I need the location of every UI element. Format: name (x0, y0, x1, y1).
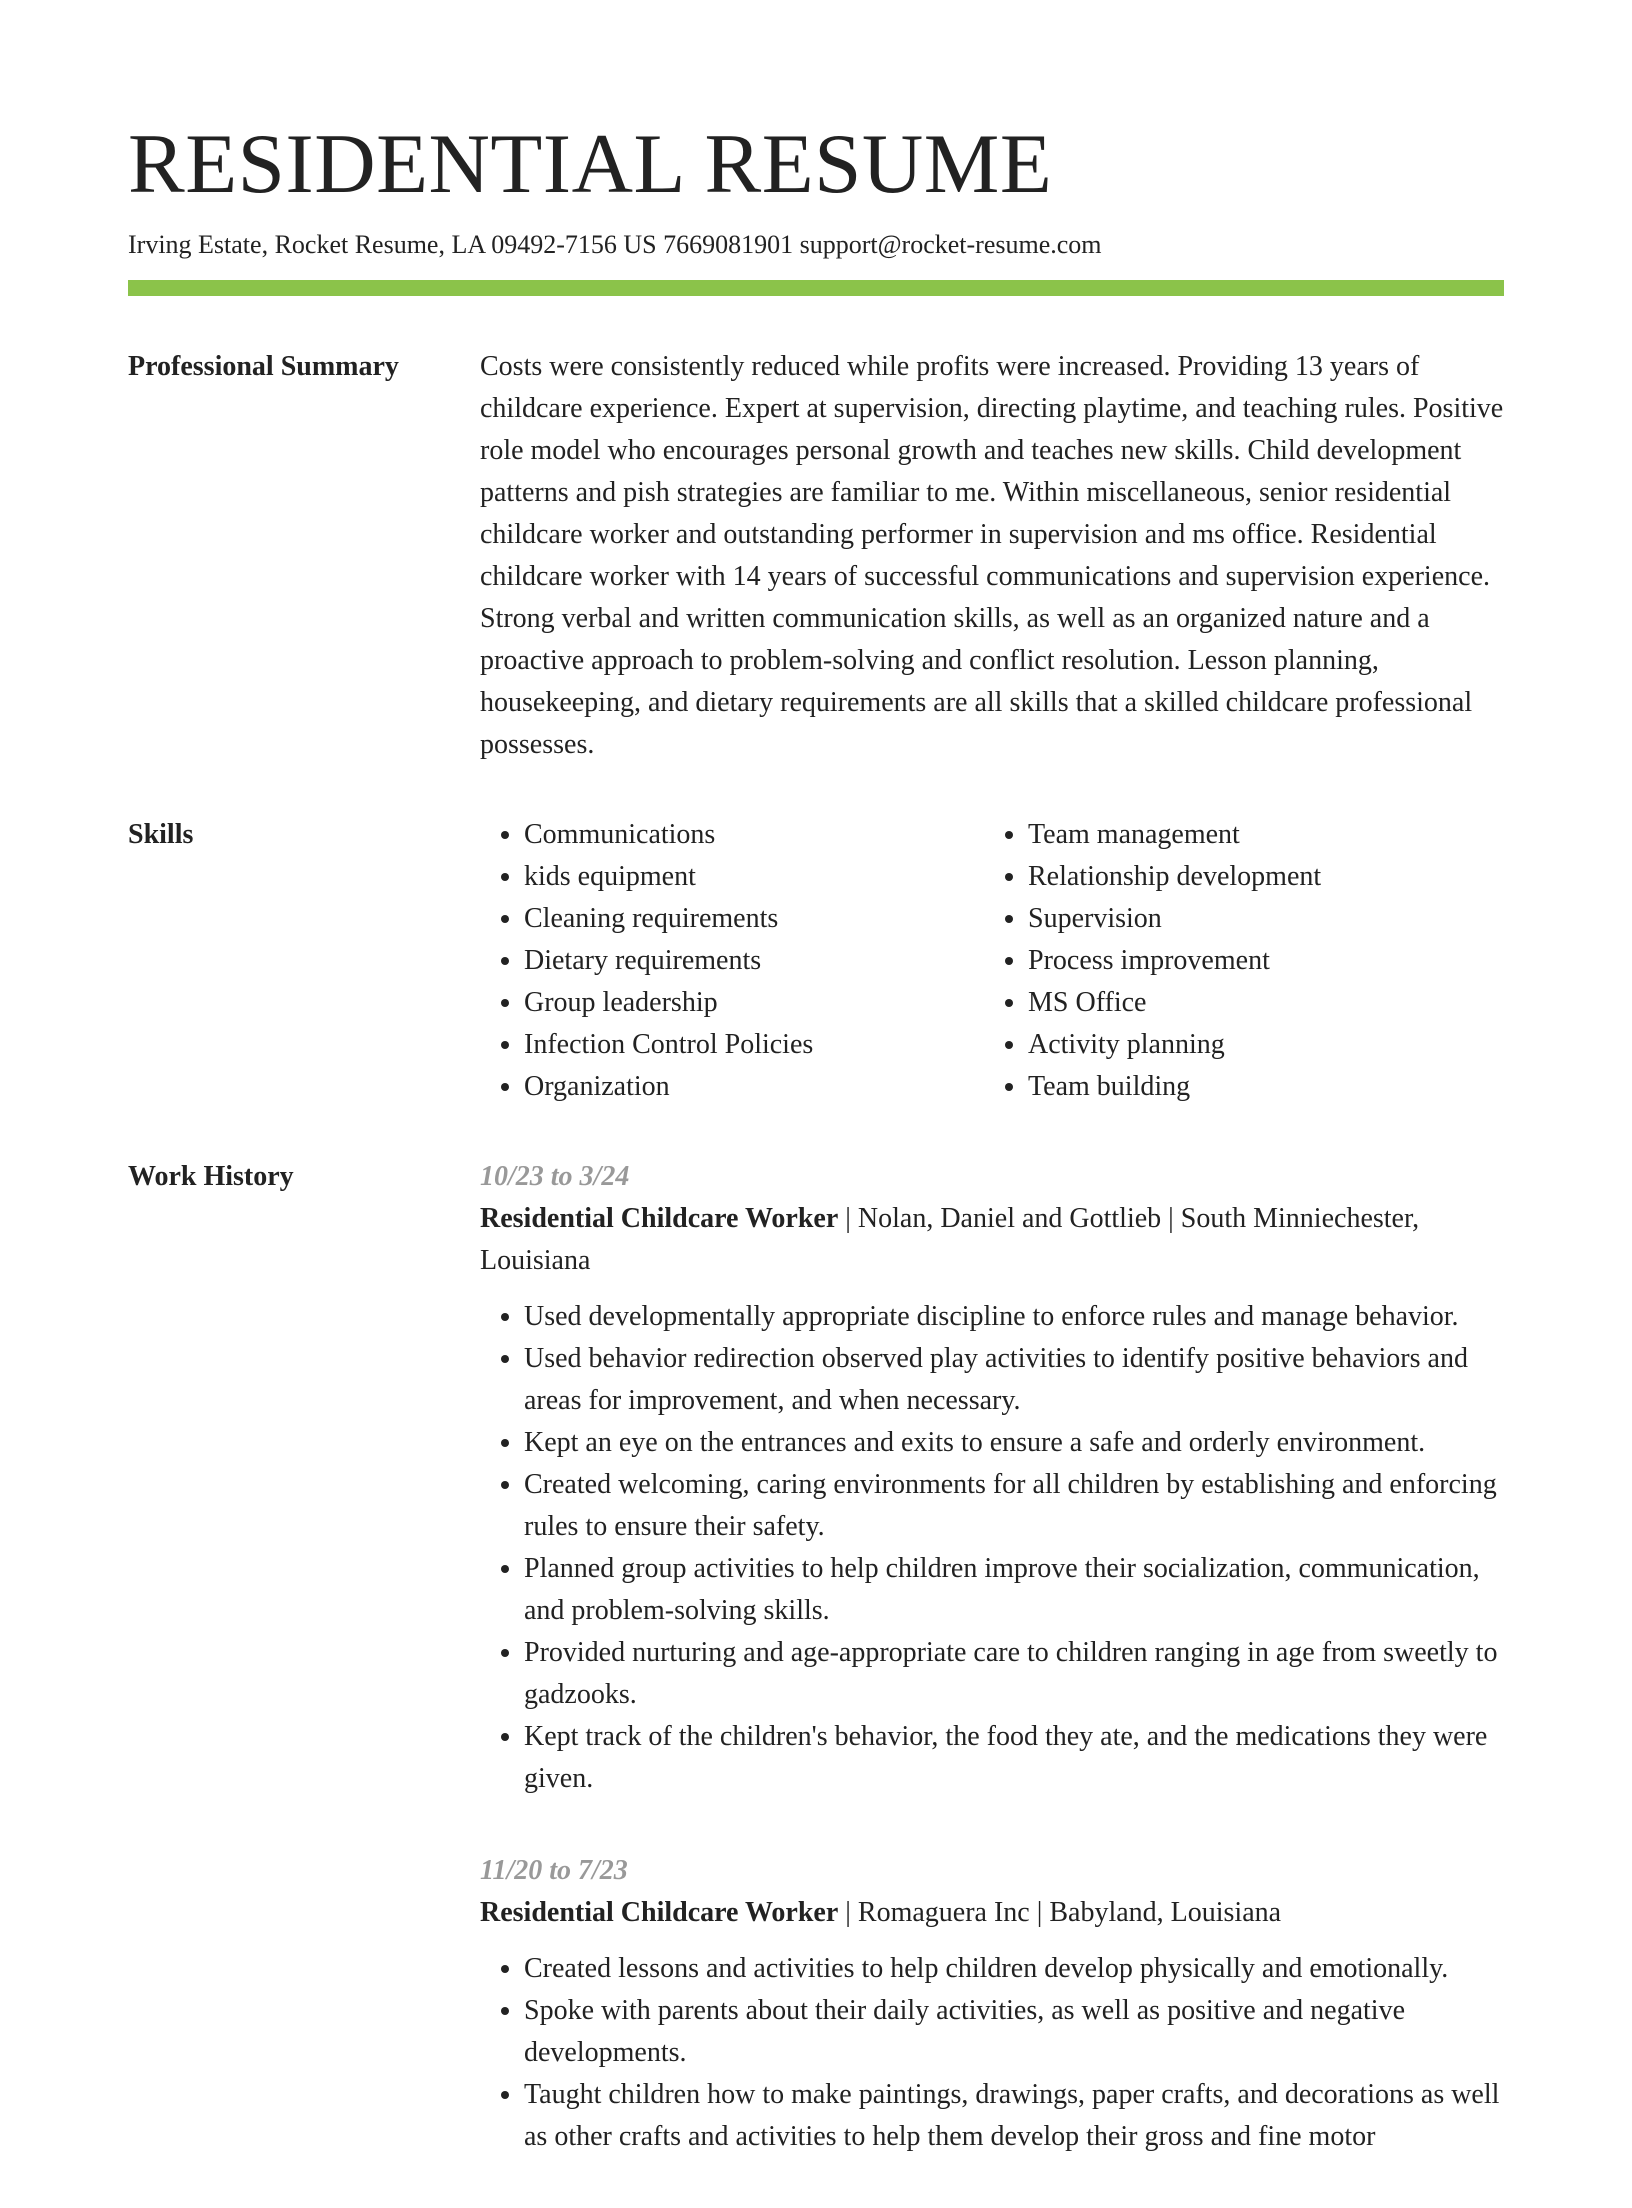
contact-line: Irving Estate, Rocket Resume, LA 09492-7156 US 7669081901 support@rocket-resume.com (128, 229, 1102, 259)
skill-item: • Relationship development (1028, 856, 1488, 898)
skills-list-left (480, 814, 984, 1108)
job-company: Nolan, Daniel and Gottlieb (857, 1202, 1162, 1234)
job-duty-item: • Provided nurturing and age-appropriate care to children ranging in age from sweetly to gadzooks. (524, 1632, 1504, 1716)
skill-item: • Activity planning (1028, 1024, 1488, 1066)
job-dates: 11/20 to 7/23 (480, 1854, 628, 1886)
work-history-section (128, 1156, 1504, 2208)
skill-item: • Organization (524, 1066, 984, 1108)
skill-item: • Dietary requirements (524, 940, 984, 982)
job-duty-item: • Used developmentally appropriate discipline to enforce rules and manage behavior. (524, 1296, 1504, 1338)
job-heading (480, 1198, 1504, 1282)
skill-item: • Communications (524, 814, 984, 856)
job-duty-item: • Spoke with parents about their daily activities, as well as positive and negative developments. (524, 1990, 1504, 2074)
summary-text: Costs were consistently reduced while profits were increased. Providing 13 years of childcare experience. Expert at supervision, directing playtime, and teaching rules. Positive role model who encourages personal growth and teaches new skills. Child development patterns and pish strategies are familiar to me. Within miscellaneous, senior residential childcare worker and outstanding performer in supervision and ms office. Residential childcare worker with 14 years of successful communications and supervision experience. Strong verbal and written communication skills, as well as an organized nature and a proactive approach to problem-solving and conflict resolution. Lesson planning, housekeeping, and dietary requirements are all skills that a skilled childcare professional possesses. (480, 350, 1504, 760)
skill-item: • MS Office (1028, 982, 1488, 1024)
job-duty-item: • Used behavior redirection observed play activities to identify positive behaviors and areas for improvement, and when necessary. (524, 1338, 1504, 1422)
job-heading (480, 1892, 1504, 1934)
skill-item: • Infection Control Policies (524, 1024, 984, 1066)
skills-section (128, 814, 1504, 1108)
job-duty-item: • Kept an eye on the entrances and exits to ensure a safe and orderly environment. (524, 1422, 1504, 1464)
section-label: Skills (128, 818, 194, 850)
job-duty-item: • Planned group activities to help children improve their socialization, communication, and problem-solving skills. (524, 1548, 1504, 1632)
job-duty-item: • Created welcoming, caring environments for all children by establishing and enforcing rules to ensure their safety. (524, 1464, 1504, 1548)
skill-item: • Cleaning requirements (524, 898, 984, 940)
job-location: Babyland, Louisiana (1049, 1896, 1282, 1928)
skill-item: • Process improvement (1028, 940, 1488, 982)
job-separator: | (838, 1896, 858, 1928)
skill-item: • Team building (1028, 1066, 1488, 1108)
jobs-list (480, 1156, 1504, 2208)
section-label: Work History (128, 1160, 294, 1192)
job-entry (480, 1850, 1504, 2158)
professional-summary-section (128, 346, 1504, 766)
job-separator: | (838, 1202, 858, 1234)
job-entry (480, 1156, 1504, 1800)
job-title: Residential Childcare Worker (480, 1896, 839, 1928)
skills-list-right (984, 814, 1488, 1108)
skill-item: • Group leadership (524, 982, 984, 1024)
section-label: Professional Summary (128, 350, 399, 382)
job-dates: 10/23 to 3/24 (480, 1160, 630, 1192)
job-location: South Minniechester, Louisiana (480, 1202, 1420, 1276)
skill-item: • Team management (1028, 814, 1488, 856)
job-duties-list (480, 1948, 1504, 2158)
skill-item: • kids equipment (524, 856, 984, 898)
job-duty-item: • Kept track of the children's behavior, the food they ate, and the medications they were given. (524, 1716, 1504, 1800)
job-title: Residential Childcare Worker (480, 1202, 839, 1234)
accent-divider (128, 280, 1504, 296)
job-separator: | (1029, 1896, 1050, 1928)
job-separator: | (1161, 1202, 1181, 1234)
job-duty-item: • Created lessons and activities to help children develop physically and emotionally. (524, 1948, 1504, 1990)
job-duty-item: • Taught children how to make paintings, drawings, paper crafts, and decorations as well as other crafts and activities to help them develop their gross and fine motor (524, 2074, 1504, 2158)
resume-title: RESIDENTIAL RESUME (128, 117, 1053, 211)
job-duties-list (480, 1296, 1504, 1800)
job-company: Romaguera Inc (857, 1896, 1030, 1928)
skill-item: • Supervision (1028, 898, 1488, 940)
